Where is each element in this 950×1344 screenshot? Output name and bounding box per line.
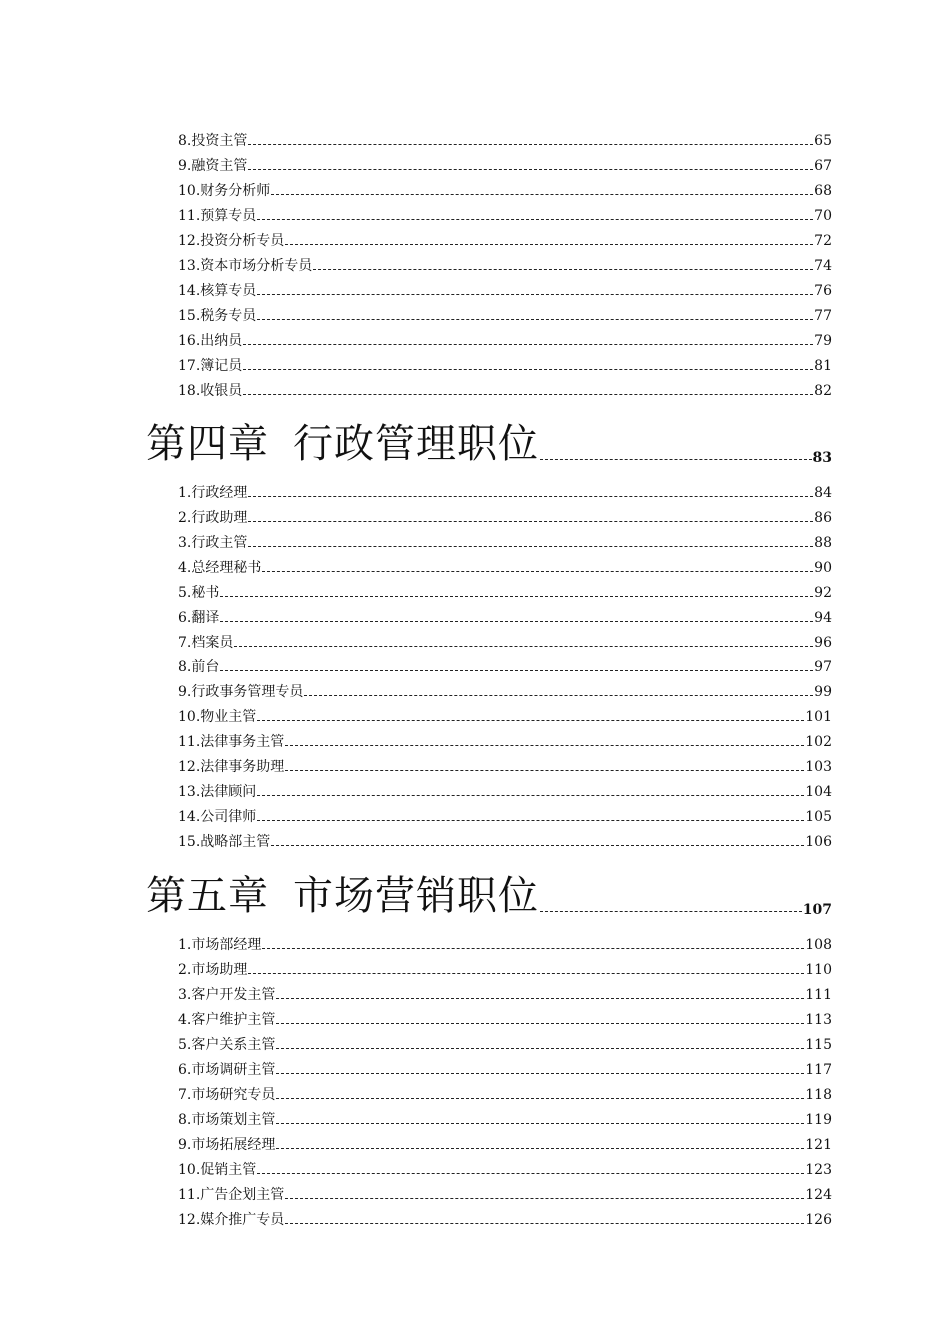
toc-entry[interactable] [178, 933, 832, 953]
toc-entry[interactable] [178, 1183, 832, 1203]
dot-leader [276, 1022, 804, 1024]
dot-leader [276, 997, 804, 999]
dot-leader [243, 368, 813, 370]
dot-leader [285, 1222, 804, 1224]
dot-leader [313, 268, 813, 270]
entry-label: 1.市场部经理 [178, 937, 262, 953]
entry-page: 111 [805, 987, 832, 1003]
entry-page: 118 [805, 1087, 832, 1103]
toc-entry[interactable] [178, 705, 832, 725]
dot-leader [248, 143, 813, 145]
entry-label: 8.前台 [178, 659, 220, 675]
entry-label: 9.行政事务管理专员 [178, 684, 304, 700]
entry-page: 97 [814, 659, 832, 675]
entry-label: 17.簿记员 [178, 358, 243, 374]
dot-leader [248, 495, 813, 497]
entry-page: 79 [814, 333, 832, 349]
dot-leader [540, 910, 802, 912]
dot-leader [243, 343, 813, 345]
dot-leader [276, 1047, 804, 1049]
entry-label: 8.市场策划主管 [178, 1112, 276, 1128]
dot-leader [257, 218, 813, 220]
entry-page: 94 [814, 610, 832, 626]
entry-label: 11.预算专员 [178, 208, 257, 224]
toc-entry[interactable] [178, 354, 832, 374]
entry-label: 2.行政助理 [178, 510, 248, 526]
toc-entry[interactable] [178, 655, 832, 675]
entry-label: 4.客户维护主管 [178, 1012, 276, 1028]
entry-page: 123 [805, 1162, 832, 1178]
toc-entry[interactable] [178, 631, 832, 651]
entry-label: 7.档案员 [178, 635, 234, 651]
entry-page: 88 [814, 535, 832, 551]
entry-page: 72 [814, 233, 832, 249]
entry-page: 99 [814, 684, 832, 700]
entry-label: 12.媒介推广专员 [178, 1212, 285, 1228]
toc-entry[interactable] [178, 304, 832, 324]
dot-leader [276, 1147, 804, 1149]
dot-leader [262, 570, 813, 572]
dot-leader [257, 1172, 804, 1174]
toc-entry[interactable] [178, 805, 832, 825]
entry-page: 108 [805, 937, 832, 953]
toc-entry[interactable] [178, 830, 832, 850]
entry-page: 74 [814, 258, 832, 274]
dot-leader [285, 243, 813, 245]
toc-entry[interactable] [178, 730, 832, 750]
dot-leader [257, 318, 813, 320]
toc-entry[interactable] [178, 279, 832, 299]
entry-page: 82 [814, 383, 832, 399]
entry-label: 12.投资分析专员 [178, 233, 285, 249]
toc-entry[interactable] [178, 229, 832, 249]
entry-label: 11.法律事务主管 [178, 734, 285, 750]
entry-page: 101 [805, 709, 832, 725]
chapter-page: 107 [802, 902, 832, 918]
toc-entry[interactable] [178, 680, 832, 700]
toc-entry[interactable] [178, 204, 832, 224]
chapter-number: 第四章 [146, 421, 269, 467]
entry-label: 12.法律事务助理 [178, 759, 285, 775]
entry-label: 13.资本市场分析专员 [178, 258, 313, 274]
chapter-page: 83 [812, 450, 832, 466]
chapter-title [146, 874, 539, 918]
entry-label: 11.广告企划主管 [178, 1187, 285, 1203]
entry-label: 15.税务专员 [178, 308, 257, 324]
entry-page: 92 [814, 585, 832, 601]
toc-entry[interactable] [178, 606, 832, 626]
toc-entry[interactable] [178, 481, 832, 501]
entry-page: 110 [805, 962, 832, 978]
toc-entry[interactable] [178, 329, 832, 349]
toc-entry[interactable] [178, 254, 832, 274]
dot-leader [285, 769, 804, 771]
dot-leader [257, 719, 804, 721]
dot-leader [257, 794, 804, 796]
entry-page: 117 [805, 1062, 832, 1078]
dot-leader [220, 620, 813, 622]
entry-page: 106 [805, 834, 832, 850]
entry-label: 10.财务分析师 [178, 183, 271, 199]
entry-label: 6.市场调研主管 [178, 1062, 276, 1078]
entry-label: 9.市场拓展经理 [178, 1137, 276, 1153]
entry-page: 90 [814, 560, 832, 576]
dot-leader [220, 669, 813, 671]
entry-page: 84 [814, 485, 832, 501]
toc-entry[interactable] [178, 755, 832, 775]
toc-entry[interactable] [178, 129, 832, 149]
entry-page: 113 [805, 1012, 832, 1028]
entry-label: 5.秘书 [178, 585, 220, 601]
dot-leader [248, 972, 804, 974]
dot-leader [276, 1122, 804, 1124]
entry-page: 86 [814, 510, 832, 526]
toc-entry[interactable] [178, 1208, 832, 1228]
toc-entry[interactable] [178, 379, 832, 399]
dot-leader [257, 819, 804, 821]
chapter-title [146, 422, 539, 466]
dot-leader [234, 645, 813, 647]
entry-label: 10.促销主管 [178, 1162, 257, 1178]
dot-leader [220, 595, 813, 597]
dot-leader [285, 1197, 804, 1199]
entry-label: 14.公司律师 [178, 809, 257, 825]
toc-entry[interactable] [178, 780, 832, 800]
dot-leader [271, 844, 804, 846]
entry-page: 70 [814, 208, 832, 224]
dot-leader [540, 458, 812, 460]
entry-label: 8.投资主管 [178, 133, 248, 149]
dot-leader [248, 168, 813, 170]
entry-page: 119 [805, 1112, 832, 1128]
entry-label: 4.总经理秘书 [178, 560, 262, 576]
entry-label: 15.战略部主管 [178, 834, 271, 850]
toc-entry[interactable] [178, 581, 832, 601]
chapter-heading[interactable] [146, 868, 832, 918]
dot-leader [285, 744, 804, 746]
entry-label: 3.客户开发主管 [178, 987, 276, 1003]
toc-entry[interactable] [178, 958, 832, 978]
entry-page: 104 [805, 784, 832, 800]
toc-entry[interactable] [178, 506, 832, 526]
entry-label: 6.翻译 [178, 610, 220, 626]
entry-label: 14.核算专员 [178, 283, 257, 299]
entry-page: 67 [814, 158, 832, 174]
dot-leader [248, 520, 813, 522]
dot-leader [248, 545, 813, 547]
dot-leader [243, 393, 813, 395]
entry-page: 103 [805, 759, 832, 775]
toc-entry[interactable] [178, 556, 832, 576]
toc-entry[interactable] [178, 1008, 832, 1028]
chapter-heading[interactable] [146, 416, 832, 466]
toc-entry[interactable] [178, 1133, 832, 1153]
entry-page: 105 [805, 809, 832, 825]
entry-page: 102 [805, 734, 832, 750]
entry-label: 18.收银员 [178, 383, 243, 399]
chapter-name: 市场营销职位 [293, 873, 539, 919]
toc-entry[interactable] [178, 1083, 832, 1103]
toc-entry[interactable] [178, 1058, 832, 1078]
dot-leader [304, 694, 813, 696]
entry-page: 76 [814, 283, 832, 299]
entry-page: 68 [814, 183, 832, 199]
entry-label: 9.融资主管 [178, 158, 248, 174]
entry-label: 3.行政主管 [178, 535, 248, 551]
chapter-name: 行政管理职位 [293, 421, 539, 467]
dot-leader [262, 947, 804, 949]
toc-entry[interactable] [178, 531, 832, 551]
dot-leader [276, 1072, 804, 1074]
entry-page: 124 [805, 1187, 832, 1203]
entry-label: 16.出纳员 [178, 333, 243, 349]
entry-label: 10.物业主管 [178, 709, 257, 725]
entry-page: 77 [814, 308, 832, 324]
toc-entry[interactable] [178, 1033, 832, 1053]
entry-label: 5.客户关系主管 [178, 1037, 276, 1053]
entry-label: 2.市场助理 [178, 962, 248, 978]
entry-page: 81 [814, 358, 832, 374]
entry-page: 121 [805, 1137, 832, 1153]
entry-label: 1.行政经理 [178, 485, 248, 501]
toc-entry[interactable] [178, 983, 832, 1003]
entry-page: 115 [805, 1037, 832, 1053]
dot-leader [271, 193, 813, 195]
entry-label: 13.法律顾问 [178, 784, 257, 800]
toc-entry[interactable] [178, 179, 832, 199]
entry-label: 7.市场研究专员 [178, 1087, 276, 1103]
chapter-number: 第五章 [146, 873, 269, 919]
entry-page: 65 [814, 133, 832, 149]
entry-page: 126 [805, 1212, 832, 1228]
toc-entry[interactable] [178, 1108, 832, 1128]
entry-page: 96 [814, 635, 832, 651]
toc-entry[interactable] [178, 154, 832, 174]
toc-entry[interactable] [178, 1158, 832, 1178]
dot-leader [276, 1097, 804, 1099]
dot-leader [257, 293, 813, 295]
